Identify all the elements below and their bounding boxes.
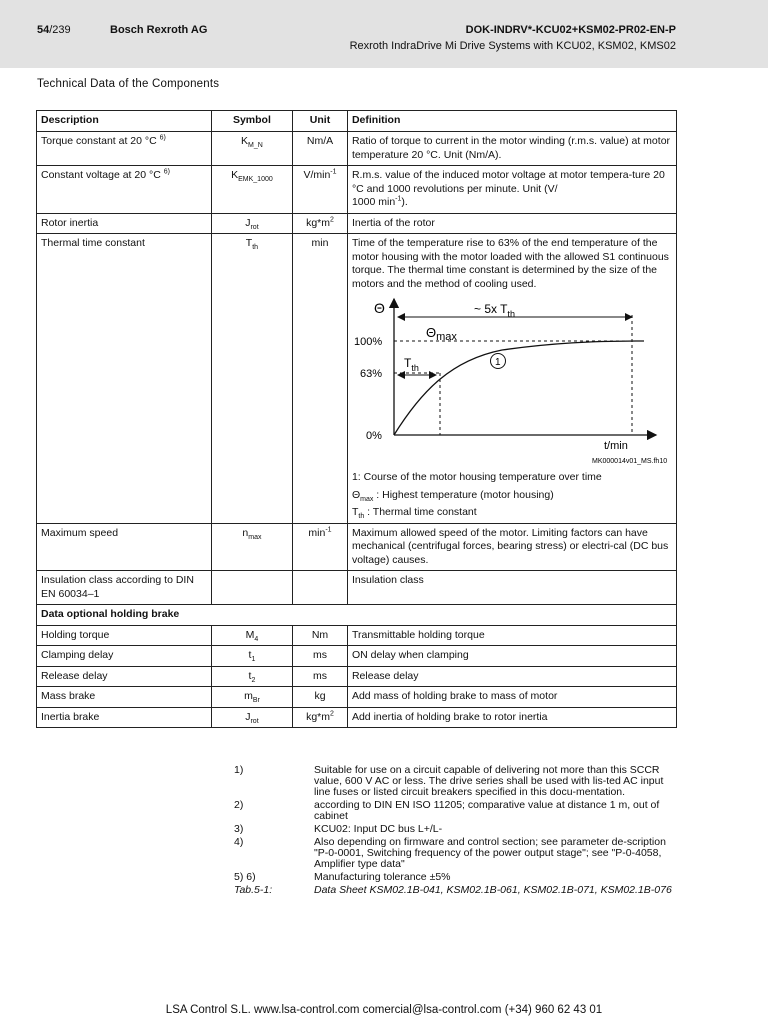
legend-item-2: $\Theta_{max}$ : Highest temperature (motor housing) — [351, 488, 554, 503]
row-description: Holding torque — [37, 625, 212, 646]
footnote: 1) Suitable for use on a circuit capable of delivering not more than this SCCR value, 600 V AC or less. The drive series shall be used with lis-ted AC input line fuses or listed circuit breakers specified in this docu-mentation. — [234, 764, 664, 798]
row-definition: Insulation class — [347, 571, 676, 605]
table-row — [37, 571, 677, 605]
page-footer: LSA Control S.L. www.lsa-control.com comercial@lsa-control.com (+34) 960 62 43 01 — [165, 1004, 603, 1016]
row-symbol: $J_{rot}$ — [211, 213, 292, 234]
row-unit: Nm — [293, 625, 348, 646]
row-description: Constant voltage at 20 °C $^{6)}$ — [37, 166, 212, 214]
row-definition: Time of the temperature rise to 63% of the end temperature of the motor housing with the motor loaded with the allowed S1 continuous torque. The thermal time constant is determined by the size of the motors and the method of cooling used. Θ ~ 5x $T_{th}$ $\Theta_{max}$ $T_{th}$ 1 100% 63% 0% t/min MK000014v01_MS.fh10 1: Course of the motor housing temperature over time $\Theta_{max}$ : Highest temperature (motor housing) $T_{th}$ : Thermal time constant — [347, 234, 676, 524]
table-caption: Tab.5-1: Data Sheet KSM02.1B-041, KSM02.1B-061, KSM02.1B-071, KSM02.1B-076 — [234, 884, 672, 896]
row-definition: Add mass of holding brake to mass of motor — [347, 687, 676, 708]
table-row — [37, 234, 677, 524]
row-definition: Maximum allowed speed of the motor. Limiting factors can have mechanical (centrifugal forces, bearing stress) or electri-cal (DC bus voltage) causes. — [347, 523, 676, 571]
footnote: 3) KCU02: Input DC bus L+/L- — [234, 823, 443, 835]
tth-label: $T_{th}$ — [403, 356, 419, 373]
y-tick-0: 0% — [365, 430, 382, 442]
brake-section-header — [37, 605, 677, 626]
document-id: DOK-INDRV*-KCU02+KSM02-PR02-EN-P — [465, 24, 676, 36]
y-tick-63: 63% — [359, 368, 382, 380]
y-axis-symbol: Θ — [373, 300, 385, 316]
row-unit: $\min^{-1}$ — [293, 523, 348, 571]
curve-marker-label: 1 — [494, 357, 501, 368]
section-title: Technical Data of the Components — [37, 78, 220, 90]
col-header-description: Description — [37, 111, 212, 132]
row-symbol: $m_{Br}$ — [211, 687, 292, 708]
row-symbol — [211, 571, 292, 605]
row-unit: kg — [293, 687, 348, 708]
table-row — [37, 687, 677, 708]
temperature-curve — [394, 341, 644, 435]
table-row — [37, 625, 677, 646]
row-symbol: $J_{rot}$ — [211, 707, 292, 728]
row-symbol: $T_{th}$ — [211, 234, 292, 524]
row-unit: Nm/A — [293, 132, 348, 166]
row-unit — [293, 571, 348, 605]
document-subtitle: Rexroth IndraDrive Mi Drive Systems with KCU02, KSM02, KMS02 — [349, 40, 676, 52]
row-unit: ms — [293, 666, 348, 687]
y-tick-100: 100% — [353, 336, 383, 348]
page-number: 54/239 — [37, 24, 71, 36]
row-definition: Add inertia of holding brake to rotor inertia — [347, 707, 676, 728]
row-unit: min — [293, 234, 348, 524]
legend-item-3: $T_{th}$ : Thermal time constant — [351, 506, 477, 521]
row-symbol: $n_{max}$ — [211, 523, 292, 571]
table-row — [37, 646, 677, 667]
row-description: Torque constant at 20 °C $^{6)}$ — [37, 132, 212, 166]
row-definition: ON delay when clamping — [347, 646, 676, 667]
technical-data-table — [36, 110, 677, 728]
footnote: 4) Also depending on firmware and control section; see parameter de-scription "P-0-0001, Switching frequency of the power output stage"; see "P-0-4058, Amplifier type data" — [234, 836, 666, 870]
table-row — [37, 213, 677, 234]
span-label: ~ 5x $T_{th}$ — [473, 302, 515, 319]
row-definition: Ratio of torque to current in the motor winding (r.m.s. value) at motor temperature 20 °C. Unit (Nm/A). — [347, 132, 676, 166]
row-symbol: $M_4$ — [211, 625, 292, 646]
brake-section-title: Data optional holding brake — [37, 605, 677, 626]
row-unit: $kg*m^2$ — [293, 213, 348, 234]
col-header-definition: Definition — [347, 111, 676, 132]
row-description: Clamping delay — [37, 646, 212, 667]
row-definition: Release delay — [347, 666, 676, 687]
row-symbol: $t_2$ — [211, 666, 292, 687]
table-row — [37, 166, 677, 214]
row-unit: ms — [293, 646, 348, 667]
table-header-row — [37, 111, 677, 132]
row-definition: Inertia of the rotor — [347, 213, 676, 234]
col-header-unit: Unit — [293, 111, 348, 132]
row-symbol: $K_{EMK\_1000}$ — [211, 166, 292, 214]
row-symbol: $t_1$ — [211, 646, 292, 667]
footnote: 5) 6) Manufacturing tolerance ±5% — [234, 871, 451, 883]
row-description: Mass brake — [37, 687, 212, 708]
row-symbol: $K_{M\_N}$ — [211, 132, 292, 166]
row-definition: R.m.s. value of the induced motor voltage at motor tempera-ture 20 °C and 1000 revolutions per minute. Unit (V/ 1000 $\min^{-1}$). — [347, 166, 676, 214]
row-description: Rotor inertia — [37, 213, 212, 234]
company-name: Bosch Rexroth AG — [110, 24, 208, 36]
max-label: $\Theta_{max}$ — [425, 325, 457, 343]
legend-item-1: 1: Course of the motor housing temperature over time — [351, 471, 602, 483]
row-description: Maximum speed — [37, 523, 212, 571]
footnotes — [234, 765, 674, 898]
row-description: Inertia brake — [37, 707, 212, 728]
page-header — [0, 0, 768, 68]
thermal-curve-diagram — [352, 295, 672, 467]
row-description: Thermal time constant — [37, 234, 212, 524]
x-axis-label: t/min — [603, 440, 628, 452]
table-row — [37, 666, 677, 687]
row-description: Release delay — [37, 666, 212, 687]
table-row — [37, 707, 677, 728]
table-row — [37, 523, 677, 571]
footnote: 2) according to DIN EN ISO 11205; comparative value at distance 1 m, out of cabinet — [234, 799, 660, 822]
row-definition: Transmittable holding torque — [347, 625, 676, 646]
row-unit: $kg*m^2$ — [293, 707, 348, 728]
row-description: Insulation class according to DIN EN 60034–1 — [37, 571, 212, 605]
col-header-symbol: Symbol — [211, 111, 292, 132]
figure-id: MK000014v01_MS.fh10 — [591, 458, 668, 465]
table-row — [37, 132, 677, 166]
row-unit: $V/\min^{-1}$ — [293, 166, 348, 214]
